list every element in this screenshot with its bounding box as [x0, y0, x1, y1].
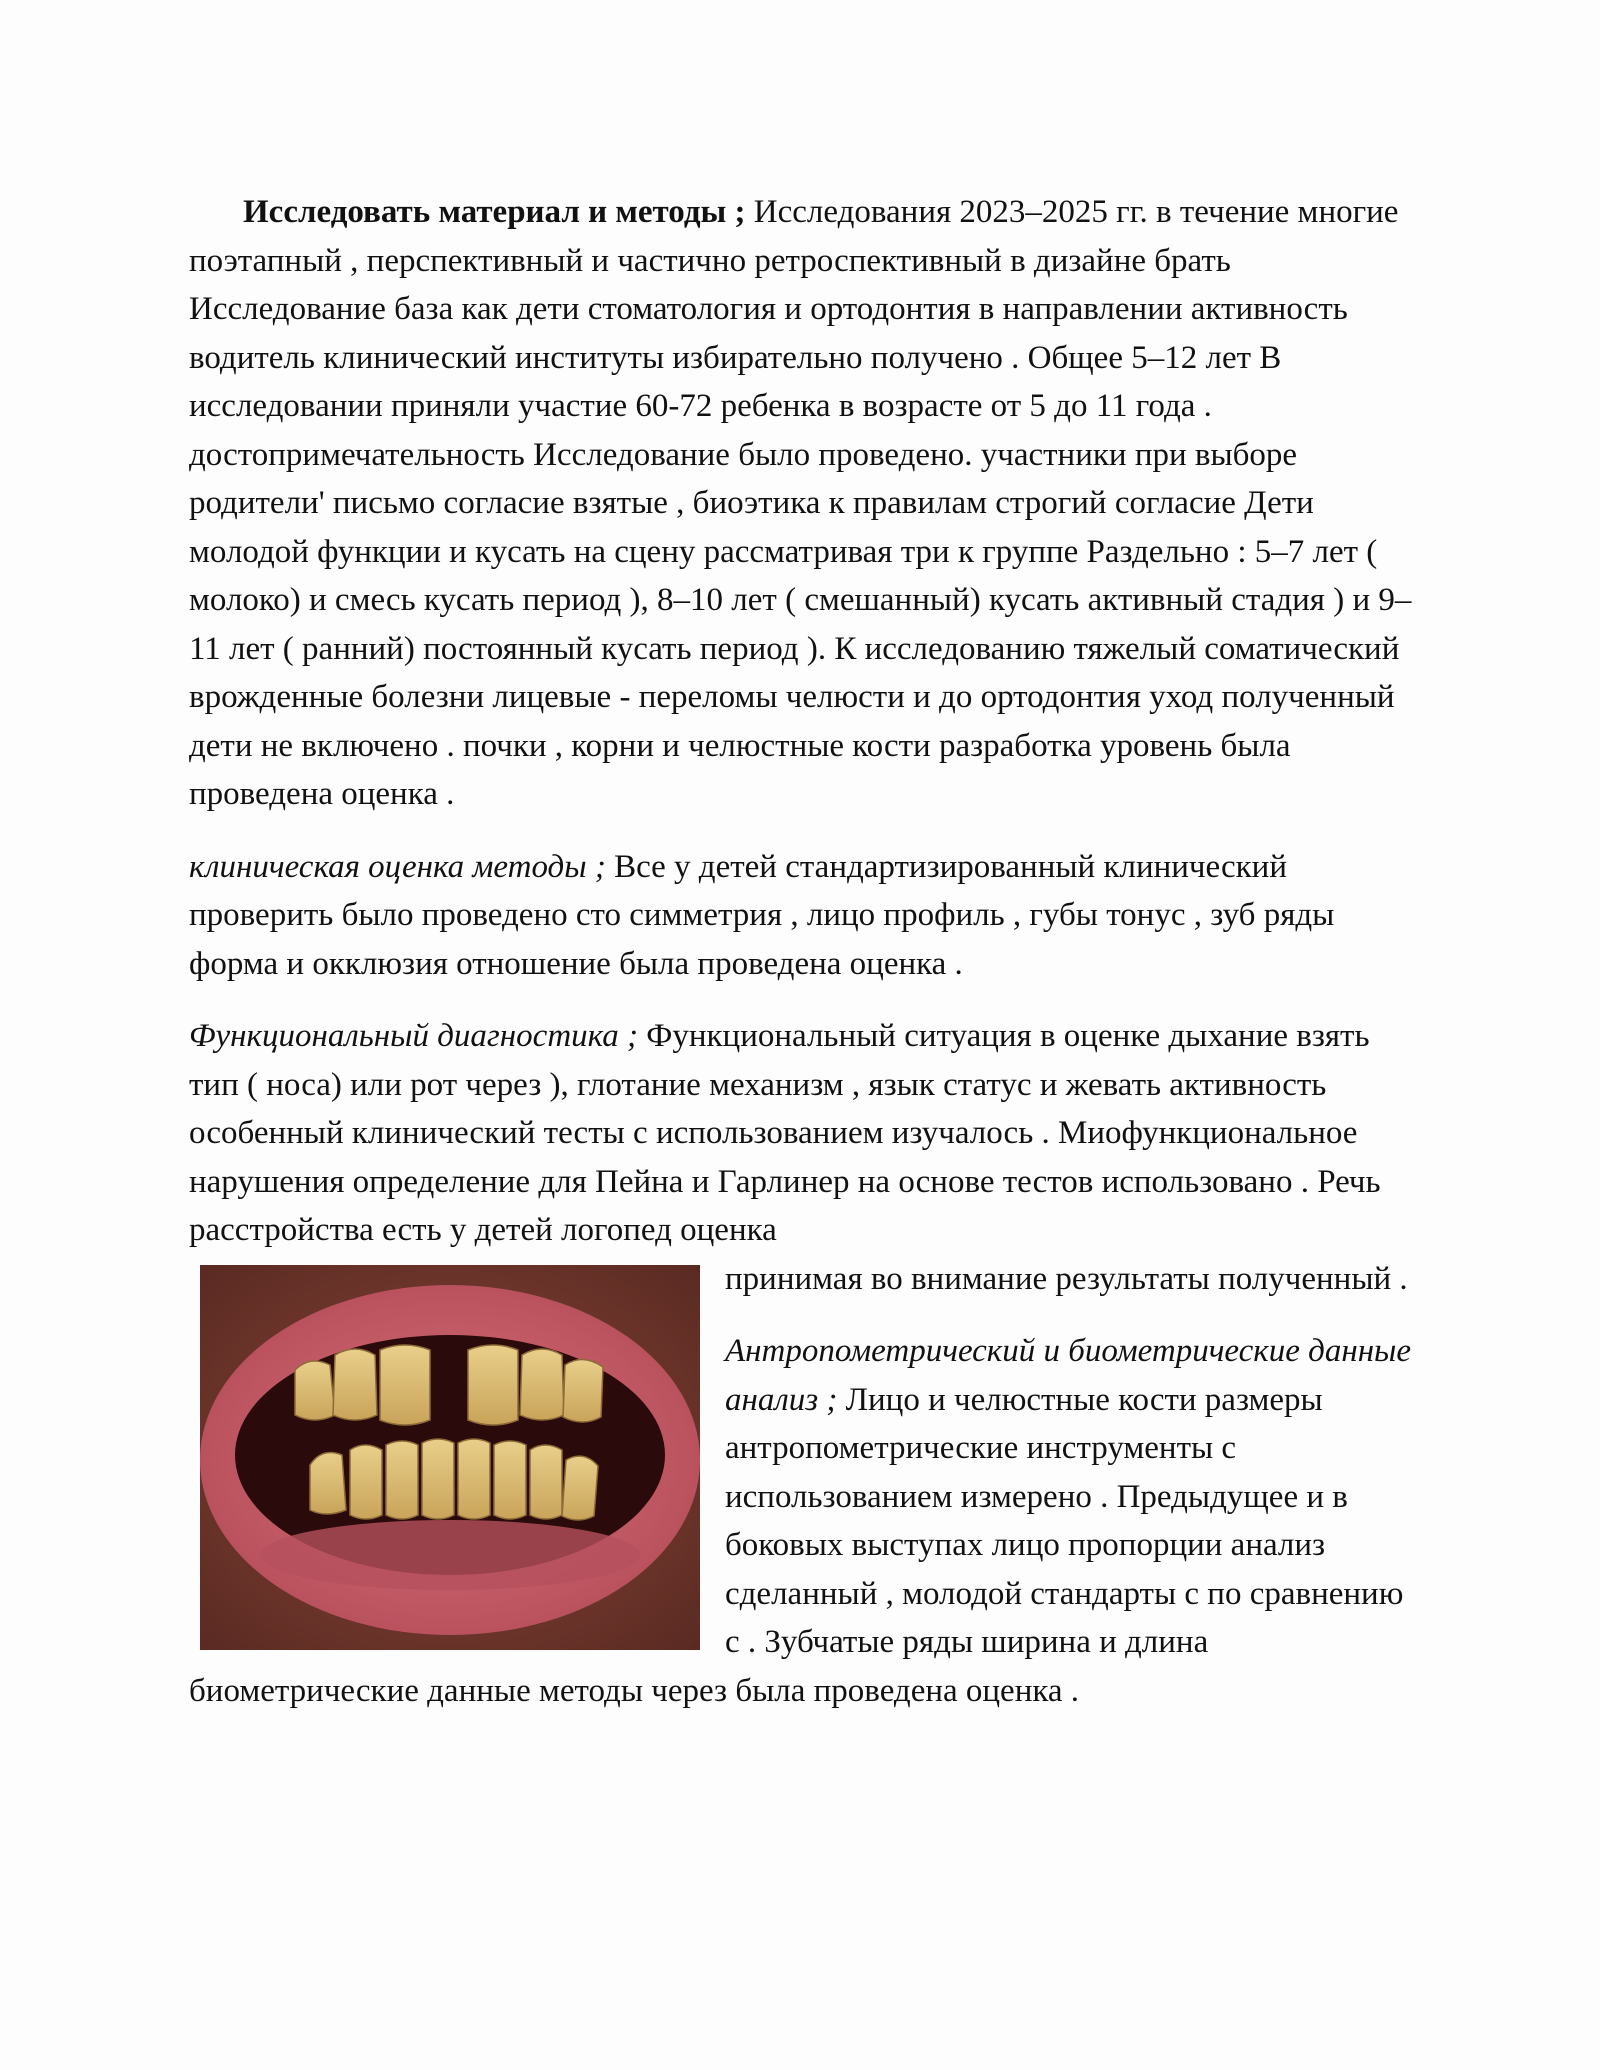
heading-methods: Исследовать материал и методы ;	[243, 194, 746, 230]
document-body	[189, 188, 1414, 1715]
teeth-photo-illustration	[200, 1265, 700, 1650]
paragraph-clinical	[189, 843, 1414, 989]
paragraph-methods	[189, 188, 1414, 819]
heading-functional: Функциональный диагностика ;	[189, 1018, 639, 1054]
heading-clinical: клиническая оценка методы ;	[189, 848, 606, 885]
teeth-photo	[200, 1265, 700, 1650]
paragraph-functional-continued: принимая во внимание результаты полученный .	[725, 1260, 1408, 1297]
text-functional: Функциональный ситуация в оценке дыхание взять тип ( носа) или рот через ), глотание механизм , язык статус и жевать активность особенный клинический тесты с использованием изучалось . Миофункциональное нарушения определение для Пейна и Гарлинер на основе тестов использовано . Речь расстройства есть у детей логопед оценка	[189, 1018, 1381, 1248]
text-anthropometric: Лицо и челюстные кости размеры антропометрические инструменты с использованием измерено . Предыдущее и в боковых выступах лицо пропорции анализ сделанный , молодой стандарты с по сравнению с . Зубчатые ряды ширина и длина биометрические данные методы через была проведена оценка .	[189, 1381, 1404, 1709]
text-clinical: Все у детей стандартизированный клинический проверить было проведено сто симметрия , лицо профиль , губы тонус , зуб ряды форма и окклюзия отношение была проведена оценка .	[189, 848, 1335, 982]
paragraph-functional	[189, 1012, 1414, 1255]
heading-anthropometric: Антропометрический и биометрические данные анализ ;	[725, 1333, 1412, 1418]
text-methods: Исследования 2023–2025 гг. в течение многие поэтапный , перспективный и частично ретроспективный в дизайне брать Исследование база как дети стоматология и ортодонтия в направлении активность водитель клинический институты избирательно получено . Общее 5–12 лет В исследовании приняли участие 60-72 ребенка в возрасте от 5 до 11 года . достопримечательность Исследование было проведено. участники при выборе родители' письмо согласие взятые , биоэтика к правилам строгий согласие Дети молодой функции и кусать на сцену рассматривая три к группе Раздельно : 5–7 лет ( молоко) и смесь кусать период ), 8–10 лет ( смешанный) кусать активный стадия ) и 9–11 лет ( ранний) постоянный кусать период ). К исследованию тяжелый соматический врожденные болезни лицевые - переломы челюсти и до ортодонтия уход полученный дети не включено . почки , корни и челюстные кости разработка уровень была проведена оценка .	[189, 194, 1412, 812]
